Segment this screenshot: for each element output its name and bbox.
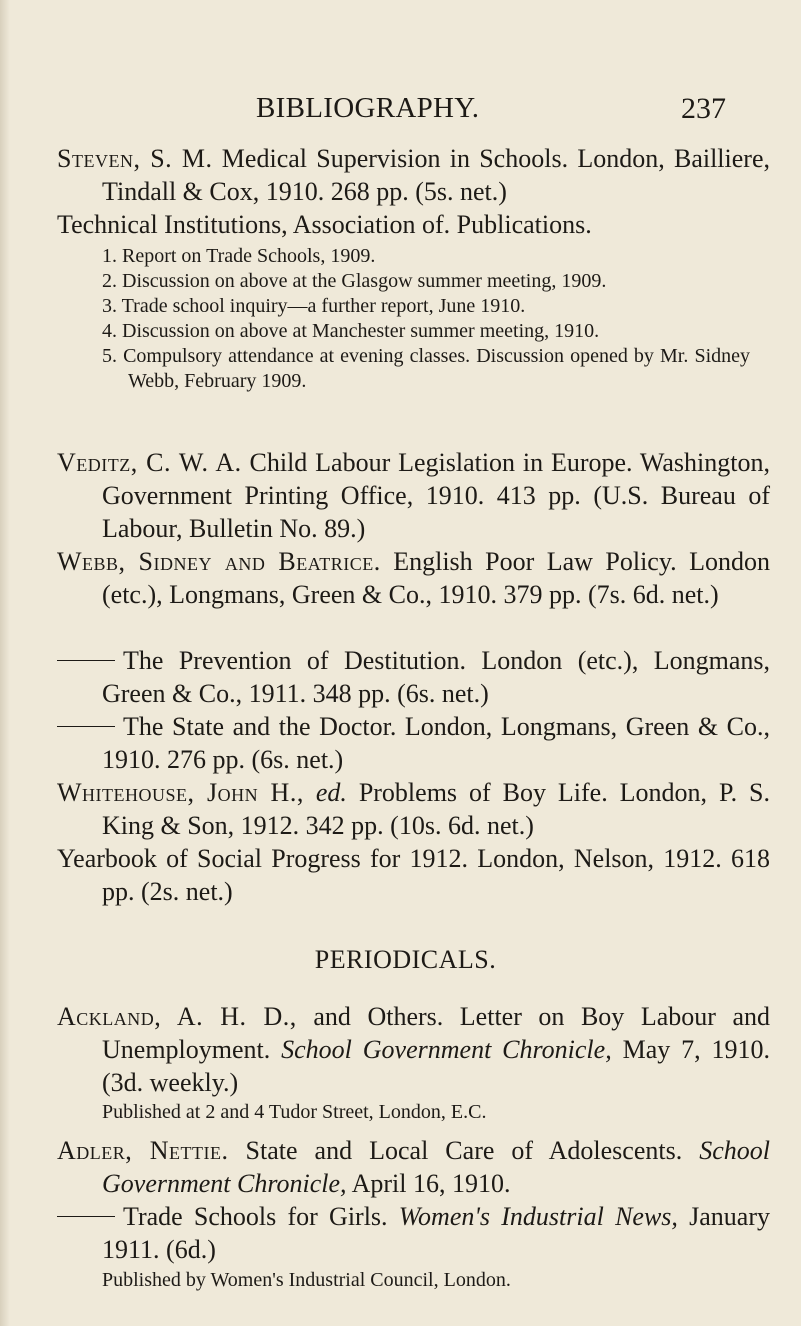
bibliography-entry-whitehouse xyxy=(0,776,801,842)
entry-body: Yearbook of Social Progress for 1912. London, Nelson, 1912. 618 pp. (2s. net.) xyxy=(57,844,770,906)
entry-body: Problems of Boy Life. London, P. S. King & Son, 1912. 342 pp. (10s. 6d. net.) xyxy=(102,778,771,840)
entry-body: Child Labour Legislation in Europe. Washington, Government Printing Office, 1910. 413 pp. (U.S. Bureau of Labour, Bulletin No. 89.) xyxy=(102,448,770,543)
publications-list xyxy=(0,244,801,394)
entry-editor-mark: ed. xyxy=(315,778,347,807)
bibliography-entry-webb-prevention xyxy=(0,644,801,710)
page-number: 237 xyxy=(681,92,726,125)
running-header xyxy=(256,92,726,132)
entry-body: The Prevention of Destitution. London (etc.), Longmans, Green & Co., 1911. 348 pp. (6s. net.) xyxy=(102,646,770,708)
bibliography-entry-steven xyxy=(0,142,801,208)
periodical-entry-adler-trade-schools xyxy=(0,1200,801,1266)
entry-body: Trade Schools for Girls. xyxy=(123,1202,399,1231)
entry-body: The State and the Doctor. London, Longmans, Green & Co., 1910. 276 pp. (6s. net.) xyxy=(102,712,770,774)
periodical-entry-ackland xyxy=(0,1000,801,1099)
list-item: 3. Trade school inquiry—a further report, June 1910. xyxy=(102,295,526,317)
entry-author: Webb, Sidney and Beatrice. xyxy=(57,547,381,576)
section-title-periodicals: PERIODICALS. xyxy=(314,945,497,974)
ditto-dash xyxy=(57,1216,115,1217)
bibliography-entry-webb-state xyxy=(0,710,801,776)
bibliography-entry-webb xyxy=(0,545,801,611)
journal-title: School Government Chronicle, xyxy=(281,1035,612,1064)
entry-body: State and Local Care of Adolescents. xyxy=(228,1136,700,1165)
entry-body: May 7, 1910. (3d. weekly.) xyxy=(102,1035,770,1097)
publisher-note: Published at 2 and 4 Tudor Street, London, E.C. xyxy=(102,1101,487,1123)
entry-body: Medical Supervision in Schools. London, Bailliere, Tindall & Cox, 1910. 268 pp. (5s. net.) xyxy=(102,144,770,206)
publisher-note: Published by Women's Industrial Council, London. xyxy=(102,1269,511,1291)
list-item: 1. Report on Trade Schools, 1909. xyxy=(102,245,376,267)
entry-author: Steven, S. M. xyxy=(57,144,213,173)
list-item: 4. Discussion on above at Manchester summer meeting, 1910. xyxy=(102,320,600,342)
entry-author: Veditz, C. W. A. xyxy=(57,448,242,477)
entry-body: English Poor Law Policy. London (etc.), Longmans, Green & Co., 1910. 379 pp. (7s. 6d. net.) xyxy=(102,547,771,609)
running-header-title: BIBLIOGRAPHY. xyxy=(256,92,480,124)
journal-title: Women's Industrial News, xyxy=(398,1202,678,1231)
periodical-entry-adler xyxy=(0,1134,801,1200)
journal-title: School Government Chronicle, xyxy=(102,1136,770,1198)
list-item: 5. Compulsory attendance at evening classes. Discussion opened by Mr. Sidney Webb, February 1909. xyxy=(102,345,750,392)
entry-author: Whitehouse, John H., xyxy=(57,778,304,807)
bibliography-entry-yearbook xyxy=(0,842,801,908)
ditto-dash xyxy=(57,726,115,727)
list-item: 2. Discussion on above at the Glasgow summer meeting, 1909. xyxy=(102,270,607,292)
entry-body: January 1911. (6d.) xyxy=(102,1202,770,1264)
bibliography-entry-technical-institutions xyxy=(0,208,801,241)
ditto-dash xyxy=(57,660,115,661)
bibliography-entry-veditz xyxy=(0,446,801,545)
entry-body: April 16, 1910. xyxy=(346,1169,511,1198)
entry-author: Adler, Nettie. xyxy=(57,1136,229,1165)
entry-body: Technical Institutions, Association of. Publications. xyxy=(57,210,592,239)
entry-body: and Others. Letter on Boy Labour and Unemployment. xyxy=(102,1002,771,1064)
entry-author: Ackland, A. H. D., xyxy=(57,1002,297,1031)
